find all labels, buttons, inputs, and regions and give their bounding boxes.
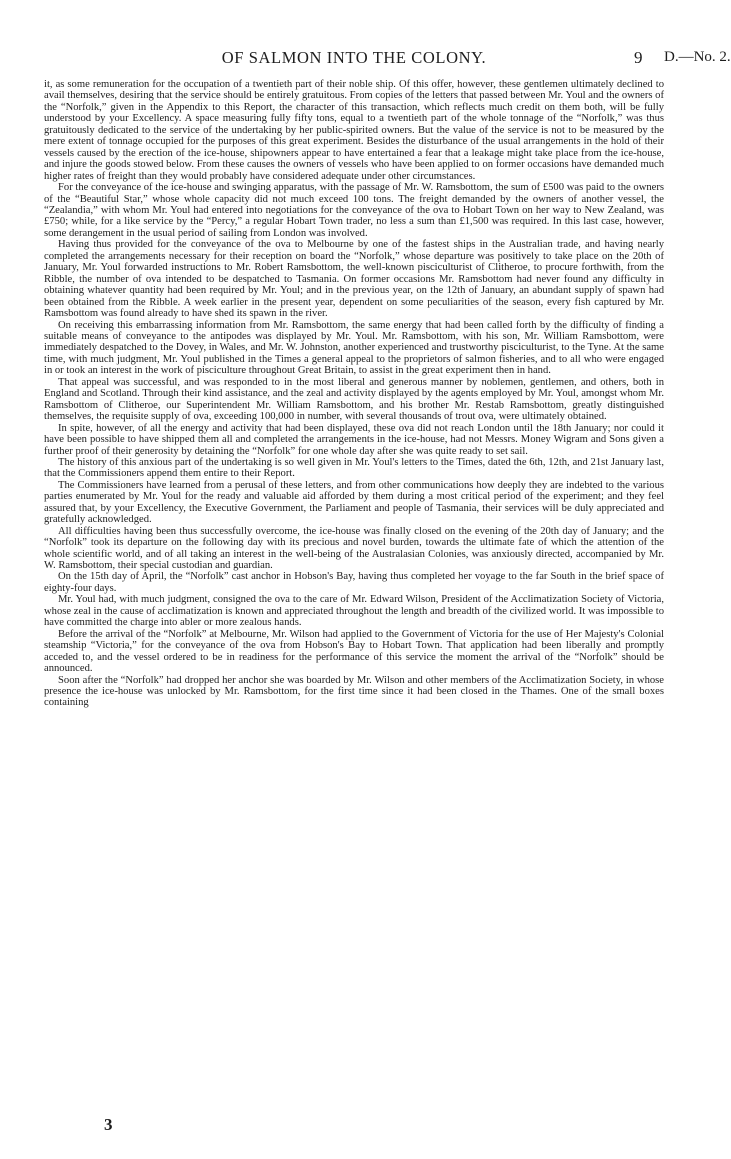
paragraph: Before the arrival of the “Norfolk” at Melbourne, Mr. Wilson had applied to the Government of Victoria for the use of Her Majesty's Colonial steamship “Victoria,” for the conveyance of the ova from Hobson's Bay to Hobart Town. That application had been liberally and promptly acceded to, and the vessel ordered to be in readiness for the performance of this service the moment the arrival of the “Norfolk” should be announced. (44, 628, 664, 675)
signature-mark: 3 (104, 1115, 113, 1134)
paragraph: For the conveyance of the ice-house and swinging apparatus, with the passage of Mr. W. Ramsbottom, the sum of £500 was paid to the owners of the “Beautiful Star,” whose whole capacity did not much exceed 100 tons. The freight demanded by the owners of another vessel, the “Zealandia,” with whom Mr. Youl had entered into negotiations for the conveyance of the ova to Hobart Town on her way to New Zealand, was £750; while, for a like service by the “Percy,” a regular Hobart Town trader, no less a sum than £1,500 was required. In this last case, however, some derangement in the usual period of sailing from London was involved. (44, 182, 664, 239)
body-text (44, 79, 664, 709)
paragraph: All difficulties having been thus successfully overcome, the ice-house was finally closed on the evening of the 20th day of January; and the “Norfolk” took its departure on the following day with its precious and novel burden, towards the ultimate fate of which the attention of the whole scientific world, and of all taking an interest in the well-being of the Australasian Colonies, was anxiously directed, accompanied by Mr. W. Ramsbottom, their special custodian and guardian. (44, 525, 664, 572)
paragraph: On receiving this embarrassing information from Mr. Ramsbottom, the same energy that had been called forth by the difficulty of finding a suitable means of conveyance to the antipodes was displayed by Mr. Youl. Mr. Ramsbottom, with his son, Mr. William Ramsbottom, were immediately despatched to the Dovey, in Wales, and Mr. W. Johnston, another experienced and trustworthy pisciculturist, to the Tyne. At the same time, with much judgment, Mr. Youl published in the Times a general appeal to the proprietors of salmon fisheries, and to all who were engaged in or took an interest in the work of pisciculture throughout Great Britain, to assist in the great experiment then in hand. (44, 319, 664, 377)
document-reference: D.—No. 2. (664, 49, 731, 65)
paragraph: Having thus provided for the conveyance of the ova to Melbourne by one of the fastest ships in the Australian trade, and having nearly completed the arrangements necessary for their reception on board the “Norfolk,” whose departure was positively to take place on the 20th of January, Mr. Youl forwarded instructions to Mr. Robert Ramsbottom, the well-known pisciculturist of Clitheroe, to procure forthwith, from the Ribble, the number of ova intended to be despatched to Tasmania. On former occasions Mr. Ramsbottom had never found any difficulty in obtaining whatever quantity had been required by Mr. Youl; and in the previous year, on the 12th of January, an abundant supply of spawn had been obtained from the Ribble. A week earlier in the present year, dependent on some peculiarities of the season, every fish captured by Mr. Ramsbottom was found already to have shed its spawn in the river. (44, 239, 664, 320)
running-title: OF SALMON INTO THE COLONY. (221, 48, 487, 67)
paragraph: The history of this anxious part of the undertaking is so well given in Mr. Youl's letters to the Times, dated the 6th, 12th, and 21st January last, that the Commissioners append them entire to their Report. (44, 456, 664, 480)
paragraph: On the 15th day of April, the “Norfolk” cast anchor in Hobson's Bay, having thus completed her voyage to the far South in the brief space of eighty-four days. (44, 571, 664, 594)
page-number: 9 (634, 48, 643, 67)
paragraph: In spite, however, of all the energy and activity that had been displayed, these ova did not reach London until the 18th January; nor could it have been possible to have shipped them all and completed the arrangements in the ice-house, had not Messrs. Money Wigram and Sons given a further proof of their generosity by detaining the “Norfolk” for one whole day after she was quite ready to set sail. (44, 422, 664, 457)
paragraph: it, as some remuneration for the occupation of a twentieth part of their noble ship. Of this offer, however, these gentlemen ultimately declined to avail themselves, desiring that the service should be entirely gratuitous. From copies of the letters that passed between Mr. Youl and the owners of the “Norfolk,” given in the Appendix to this Report, the character of this transaction, which reflects much credit on them both, will be fully understood by your Excellency. A space measuring fully fifty tons, equal to a twentieth part of the whole tonnage of the “Norfolk,” was thus gratuitously dedicated to the service of the undertaking by her public-spirited owners. But the value of the service is not to be measured by the mere extent of tonnage occupied for the purposes of this great experiment. Besides the disturbance of the usual arrangements in the hold of their vessels caused by the erection of the ice-house, shipowners appear to have entertained a fear that a leakage might take place from the ice-house, and injure the goods stowed below. From these causes the owners of vessels who have been applied to on former occasions have demanded much higher rates of freight than they would probably have considered adequate under other circumstances. (44, 79, 664, 182)
paragraph: Mr. Youl had, with much judgment, consigned the ova to the care of Mr. Edward Wilson, President of the Acclimatization Society of Victoria, whose zeal in the cause of acclimatization is known and appreciated throughout the length and breadth of the civilized world. It was impossible to have committed the charge into abler or more zealous hands. (44, 594, 664, 629)
running-header (44, 48, 731, 70)
paragraph: That appeal was successful, and was responded to in the most liberal and generous manner by noblemen, gentlemen, and others, both in England and Scotland. Through their kind assistance, and the zeal and activity displayed by the agents employed by Mr. Youl, amongst whom Mr. Ramsbottom of Clitheroe, our Superintendent Mr. William Ramsbottom, and his brother Mr. Restab Ramsbottom, greatly distinguished themselves, the requisite supply of ova, exceeding 100,000 in number, with several thousands of trout ova, were ultimately obtained. (44, 376, 664, 423)
paragraph: The Commissioners have learned from a perusal of these letters, and from other communications how deeply they are indebted to the various parties enumerated by Mr. Youl for the ready and valuable aid afforded by them during a most critical period of the experiment; and they feel assured that, by your Excellency, the Executive Government, the Parliament and people of Tasmania, their services will be duly appreciated and gratefully acknowledged. (44, 479, 664, 526)
paragraph: Soon after the “Norfolk” had dropped her anchor she was boarded by Mr. Wilson and other members of the Acclimatization Society, in whose presence the ice-house was unlocked by Mr. Ramsbottom, for the first time since it had been closed in the Thames. One of the small boxes containing (44, 674, 664, 709)
